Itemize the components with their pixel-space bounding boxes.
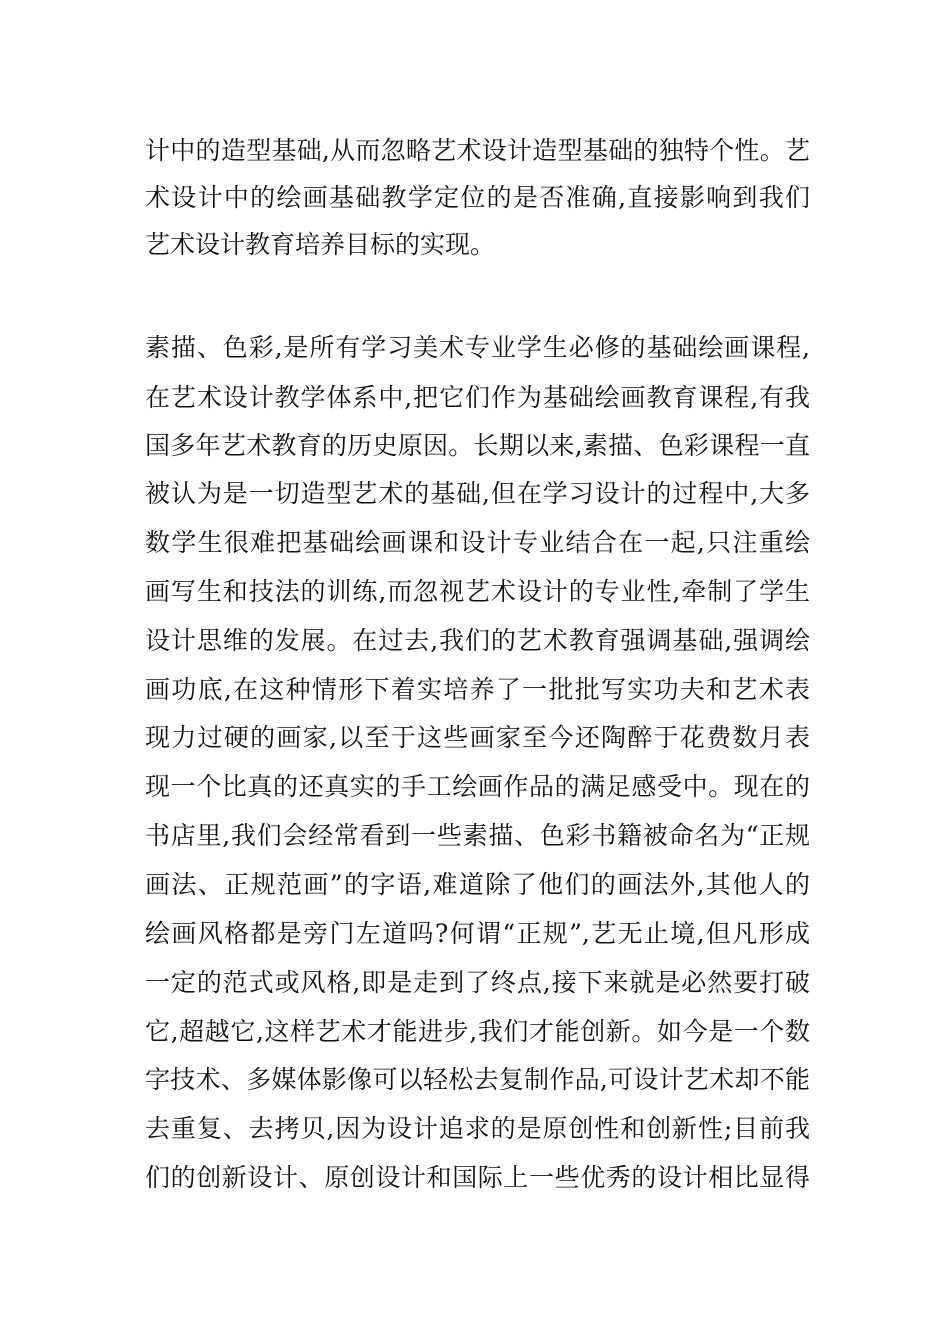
text-line: 字技术、多媒体影像可以轻松去复制作品,可设计艺术却不能 (145, 1065, 810, 1094)
text-line: 书店里,我们会经常看到一些素描、色彩书籍被命名为“正规 (145, 821, 810, 850)
text-line: 绘画风格都是旁门左道吗?何谓“正规”,艺无止境,但凡形成 (145, 919, 810, 948)
text-line: 素描、色彩,是所有学习美术专业学生必修的基础绘画课程, (145, 333, 810, 362)
text-line: 计中的造型基础,从而忽略艺术设计造型基础的独特个性。艺 (145, 136, 810, 165)
text-line: 们的创新设计、原创设计和国际上一些优秀的设计相比显得 (145, 1163, 810, 1192)
text-line: 艺术设计教育培养目标的实现。 (145, 230, 496, 259)
text-line: 数学生很难把基础绘画课和设计专业结合在一起,只注重绘 (145, 528, 810, 557)
text-line: 画功底,在这种情形下着实培养了一批批写实功夫和艺术表 (145, 675, 810, 704)
text-line: 设计思维的发展。在过去,我们的艺术教育强调基础,强调绘 (145, 626, 810, 655)
text-line: 现力过硬的画家,以至于这些画家至今还陶醉于花费数月表 (145, 723, 810, 752)
text-line: 被认为是一切造型艺术的基础,但在学习设计的过程中,大多 (145, 479, 810, 508)
text-line: 画法、正规范画”的字语,难道除了他们的画法外,其他人的 (145, 870, 810, 899)
text-line: 术设计中的绘画基础教学定位的是否准确,直接影响到我们 (145, 183, 810, 212)
text-line: 在艺术设计教学体系中,把它们作为基础绘画教育课程,有我 (145, 383, 810, 412)
text-line: 国多年艺术教育的历史原因。长期以来,素描、色彩课程一直 (145, 431, 810, 460)
text-line: 一定的范式或风格,即是走到了终点,接下来就是必然要打破 (145, 968, 810, 997)
text-line: 现一个比真的还真实的手工绘画作品的满足感受中。现在的 (145, 772, 810, 801)
text-line: 画写生和技法的训练,而忽视艺术设计的专业性,牵制了学生 (145, 577, 810, 606)
text-line: 去重复、去拷贝,因为设计追求的是原创性和创新性;目前我 (145, 1114, 810, 1143)
text-line: 它,超越它,这样艺术才能进步,我们才能创新。如今是一个数 (145, 1017, 810, 1046)
